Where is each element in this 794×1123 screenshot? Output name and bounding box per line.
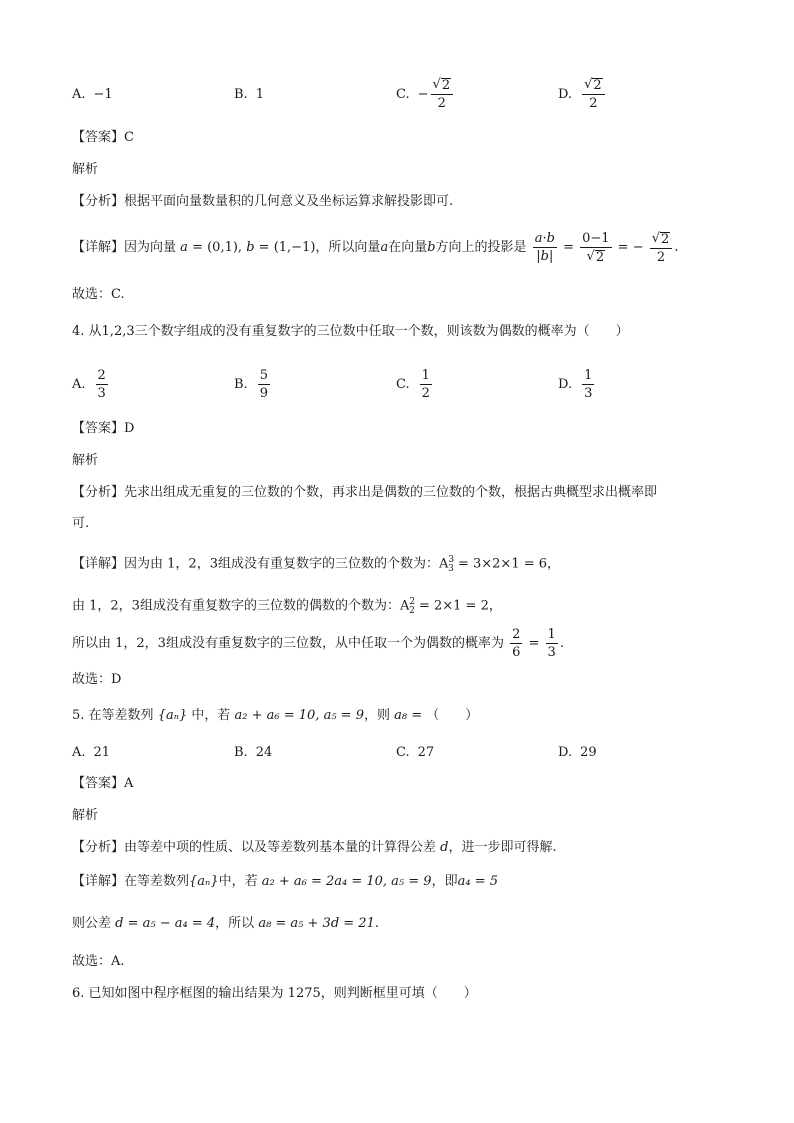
q4-detail-line3: 所以由 1，2，3组成没有重复数字的三位数，从中任取一个为偶数的概率为 $\frac{2}{6}$ = $\frac{1}{3}$ .: [72, 627, 564, 660]
q4-detail-line2: 由 1，2，3组成没有重复数字的三位数的偶数的个数为：$A^2_2 = 2\times 1 = 2$，: [72, 597, 502, 616]
q5-analysis: 【分析】由等差中项的性质、以及等差数列基本量的计算得公差 d，进一步即可得解.: [72, 840, 557, 855]
q5-conclusion: 故选：A.: [72, 954, 125, 969]
q5-option-d: D. 29: [558, 744, 597, 760]
fraction: √ 2 2: [582, 78, 605, 110]
q4-option-a: A. $\frac{2}{3}$: [72, 367, 106, 401]
q3-analysis: 【分析】根据平面向量数量积的几何意义及坐标运算求解投影即可.: [72, 194, 454, 209]
q5-stem: 5. 在等差数列 {aₙ} 中，若 a₂ + a₆ = 10, a₅ = 9，则 a₈ = （ ）: [72, 708, 479, 723]
q5-option-b: B. 24: [234, 744, 273, 760]
q3-jiexi-heading: 解析: [72, 162, 99, 177]
q5-option-c: C. 27: [396, 744, 435, 760]
q3-options: [72, 74, 732, 114]
q5-answer: 【答案】A: [72, 776, 134, 791]
fraction: $\frac{5}{9}$: [259, 367, 268, 401]
q4-answer: 【答案】D: [72, 421, 135, 436]
q3-option-d: D. √ 2 2: [558, 74, 607, 114]
fraction: √ 2 2: [650, 232, 673, 264]
q3-option-a: A. −1: [72, 86, 113, 102]
q4-stem: 4. 从1,2,3三个数字组成的没有重复数字的三位数中任取一个数，则该数为偶数的概率为（ ）: [72, 324, 629, 339]
q4-analysis-line1: 【分析】先求出组成无重复的三位数的个数，再求出是偶数的三位数的个数，根据古典概型求出概率即: [72, 485, 658, 500]
q4-jiexi-heading: 解析: [72, 453, 99, 468]
projection-fraction: $\frac{a\cdot b}{|b|}$: [534, 231, 555, 264]
fraction: √ 2 2: [431, 78, 454, 110]
q3-conclusion: 故选：C.: [72, 287, 125, 302]
q5-option-a: A. 21: [72, 744, 111, 760]
q4-option-c: C. $\frac{1}{2}$: [396, 367, 430, 401]
q5-options: [72, 732, 732, 772]
q5-detail-line1: 【详解】在等差数列{aₙ}中，若 a₂ + a₆ = 2a₄ = 10, a₅ = 9，即a₄ = 5: [72, 874, 498, 889]
q4-analysis-line2: 可.: [72, 516, 90, 531]
fraction: $\frac{2}{6}$: [512, 627, 521, 660]
q4-conclusion: 故选：D: [72, 672, 122, 687]
fraction: $\frac{2}{3}$: [97, 367, 106, 401]
fraction: $\frac{1}{3}$: [584, 367, 593, 401]
q4-option-d: D. $\frac{1}{3}$: [558, 367, 593, 401]
q5-detail-line2: 则公差 d = a₅ − a₄ = 4，所以 a₈ = a₅ + 3d = 21.: [72, 916, 379, 931]
q5-jiexi-heading: 解析: [72, 808, 99, 823]
q6-stem: 6. 已知如图中程序框图的输出结果为 1275，则判断框里可填（ ）: [72, 986, 477, 1001]
q4-options: [72, 364, 732, 404]
q3-option-b: B. 1: [234, 86, 264, 102]
fraction: $\frac{1}{2}$: [421, 367, 430, 401]
q3-option-c: C. − √ 2 2: [396, 74, 455, 114]
q4-detail-line1: 【详解】因为由 1，2，3组成没有重复数字的三位数的个数为：$A^3_3 = 3\times 2\times 1 = 6$，: [72, 555, 561, 574]
q4-option-b: B. $\frac{5}{9}$: [234, 367, 268, 401]
fraction: $\frac{1}{3}$: [547, 627, 556, 660]
q3-detail: 【详解】因为向量 a = (0,1), b = (1,−1)，所以向量a在向量b方向上的投影是 $\frac{a\cdot b}{|b|}$ = 0−1 √ 2 = − √ 2 2 .: [72, 230, 679, 265]
fraction: 0−1 √ 2: [582, 230, 610, 265]
q3-answer: 【答案】C: [72, 130, 134, 145]
